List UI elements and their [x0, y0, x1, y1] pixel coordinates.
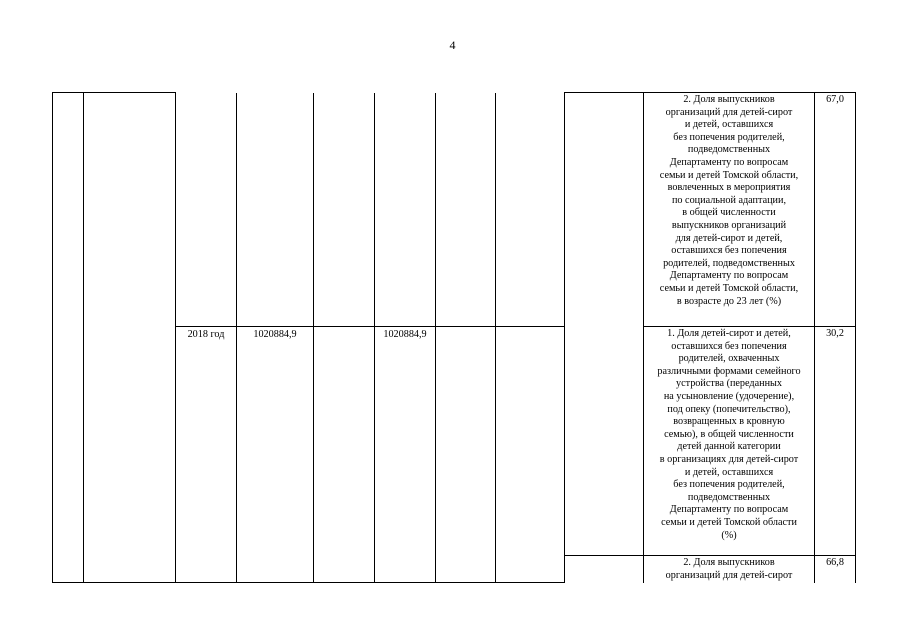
- program-table: [52, 92, 856, 583]
- table-row: [53, 93, 856, 327]
- total-amount-cell: 1020884,9: [237, 327, 314, 583]
- table-cell-index: [53, 93, 84, 583]
- table-cell-other: [496, 93, 565, 327]
- indicator-text-cell: 2. Доля выпускников организаций для детей-сирот: [644, 556, 815, 583]
- regional-amount-cell: 1020884,9: [375, 327, 436, 583]
- table-cell-name: [84, 93, 176, 583]
- indicator-value-cell: 30,2: [815, 327, 856, 556]
- local-amount-cell: [436, 327, 496, 583]
- table-cell-total: [237, 93, 314, 327]
- table-cell-federal: [314, 93, 375, 327]
- table-cell-year: [176, 93, 237, 327]
- table-cell-regional: [375, 93, 436, 327]
- page-number: 4: [449, 38, 456, 52]
- federal-amount-cell: [314, 327, 375, 583]
- year-cell: 2018 год: [176, 327, 237, 583]
- table-cell-executor: [565, 93, 644, 556]
- table-cell-local: [436, 93, 496, 327]
- indicator-value-cell: 67,0: [815, 93, 856, 327]
- other-amount-cell: [496, 327, 565, 583]
- table-cell-executor: [565, 556, 644, 583]
- indicator-text-cell: 2. Доля выпускников организаций для детей-сирот и детей, оставшихся без попечения родителей, подведомственных Департаменту по вопросам семьи и детей Томской области, вовлеченных в мероприятия по социальной адаптации, в общей численности выпускников организаций для детей-сирот и детей, оставшихся без попечения родителей, подведомственных Департаменту по вопросам семьи и детей Томской области, в возрасте до 23 лет (%): [644, 93, 815, 327]
- indicator-value-cell: 66,8: [815, 556, 856, 583]
- indicator-text-cell: 1. Доля детей-сирот и детей, оставшихся без попечения родителей, охваченных различными формами семейного устройства (переданных на усыновление (удочерение), под опеку (попечительство), возвращенных в кровную семью), в общей численности детей данной категории в организациях для детей-сирот и детей, оставшихся без попечения родителей, подведомственных Департаменту по вопросам семьи и детей Томской области (%): [644, 327, 815, 556]
